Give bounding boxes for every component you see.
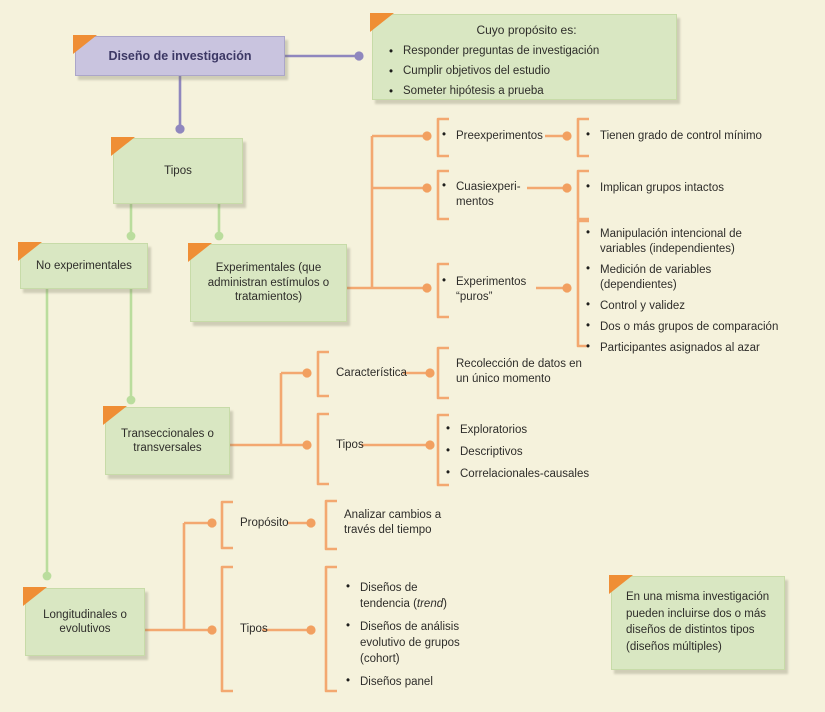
puros-line2: “puros” — [456, 291, 493, 303]
list-item — [440, 275, 555, 305]
transeccionales-tipos-label: Tipos — [336, 439, 364, 451]
title-label: Diseño de investigación — [108, 48, 252, 63]
caracteristica-label: Característica — [336, 367, 407, 379]
transeccionales-box — [105, 407, 230, 475]
longitudinales-label: Longitudinales o evolutivos — [43, 608, 127, 635]
experimentos-puros-features — [584, 227, 789, 356]
longitudinales-tipos-label: Tipos — [240, 623, 268, 635]
list-item: • Cumplir objetivos del estudio — [387, 61, 666, 81]
longitudinales-tipos-list — [344, 580, 469, 690]
list-item: • Dos o más grupos de comparación — [584, 320, 789, 335]
preexperimentos-note — [584, 129, 774, 144]
transeccionales-label: Transeccionales o transversales — [121, 427, 214, 454]
list-item: • Correlacionales-causales — [444, 467, 619, 482]
experimentales-box — [190, 244, 347, 322]
purpose-list — [387, 41, 666, 101]
tendencia-pre: Diseños de tendencia ( — [360, 582, 418, 610]
transeccionales-tipos-list — [444, 423, 619, 482]
tendencia-italic: trend — [416, 598, 444, 610]
list-item: • Exploratorios — [444, 423, 619, 438]
tipos-label: Tipos — [164, 164, 192, 177]
note-box — [611, 576, 785, 670]
purpose-box — [372, 14, 677, 100]
tipos-box — [113, 138, 243, 204]
no-experimentales-box — [20, 243, 148, 289]
purpose-heading: Cuyo propósito es: — [476, 23, 577, 37]
list-item: • Responder preguntas de investigación — [387, 41, 666, 61]
puros-line1: • Experimentos — [456, 276, 527, 288]
cuasi-line2: mentos — [456, 196, 494, 208]
list-item: • Someter hipótesis a prueba — [387, 81, 666, 101]
tendencia-post: ) — [443, 598, 447, 610]
list-item: • Preexperimentos — [440, 129, 555, 144]
cuasiexperimentos-item — [440, 180, 555, 210]
longitudinales-box — [25, 588, 145, 656]
list-item — [440, 180, 555, 210]
title-box — [75, 36, 285, 76]
list-item: • Diseños panel — [344, 674, 469, 690]
cuasi-line1: • Cuasiexperi- — [456, 181, 521, 193]
list-item: • Manipulación intencional de variables (independientes) — [584, 227, 789, 257]
experimentales-label: Experimentales (que administran estímulos o tratamientos) — [207, 262, 330, 304]
list-item: • Implican grupos intactos — [584, 181, 774, 196]
list-item: • Medición de variables (dependientes) — [584, 263, 789, 293]
list-item: • Control y validez — [584, 299, 789, 314]
note-text: En una misma investigación pueden incluirse dos o más diseños de distintos tipos (diseños múltiples) — [626, 591, 770, 653]
proposito-label: Propósito — [240, 517, 289, 529]
experimentos-puros-item — [440, 275, 555, 305]
list-item: • Tienen grado de control mínimo — [584, 129, 774, 144]
list-item: • Participantes asignados al azar — [584, 341, 789, 356]
caracteristica-value: Recolección de datos en un único momento — [456, 358, 582, 385]
no-experimentales-label: No experimentales — [36, 259, 132, 272]
cuasiexperimentos-note — [584, 181, 774, 196]
list-item — [344, 580, 469, 612]
list-item: • Descriptivos — [444, 445, 619, 460]
list-item: • Diseños de análisis evolutivo de grupos (cohort) — [344, 619, 469, 667]
preexperimentos-item — [440, 129, 555, 144]
proposito-value: Analizar cambios a través del tiempo — [344, 509, 442, 536]
